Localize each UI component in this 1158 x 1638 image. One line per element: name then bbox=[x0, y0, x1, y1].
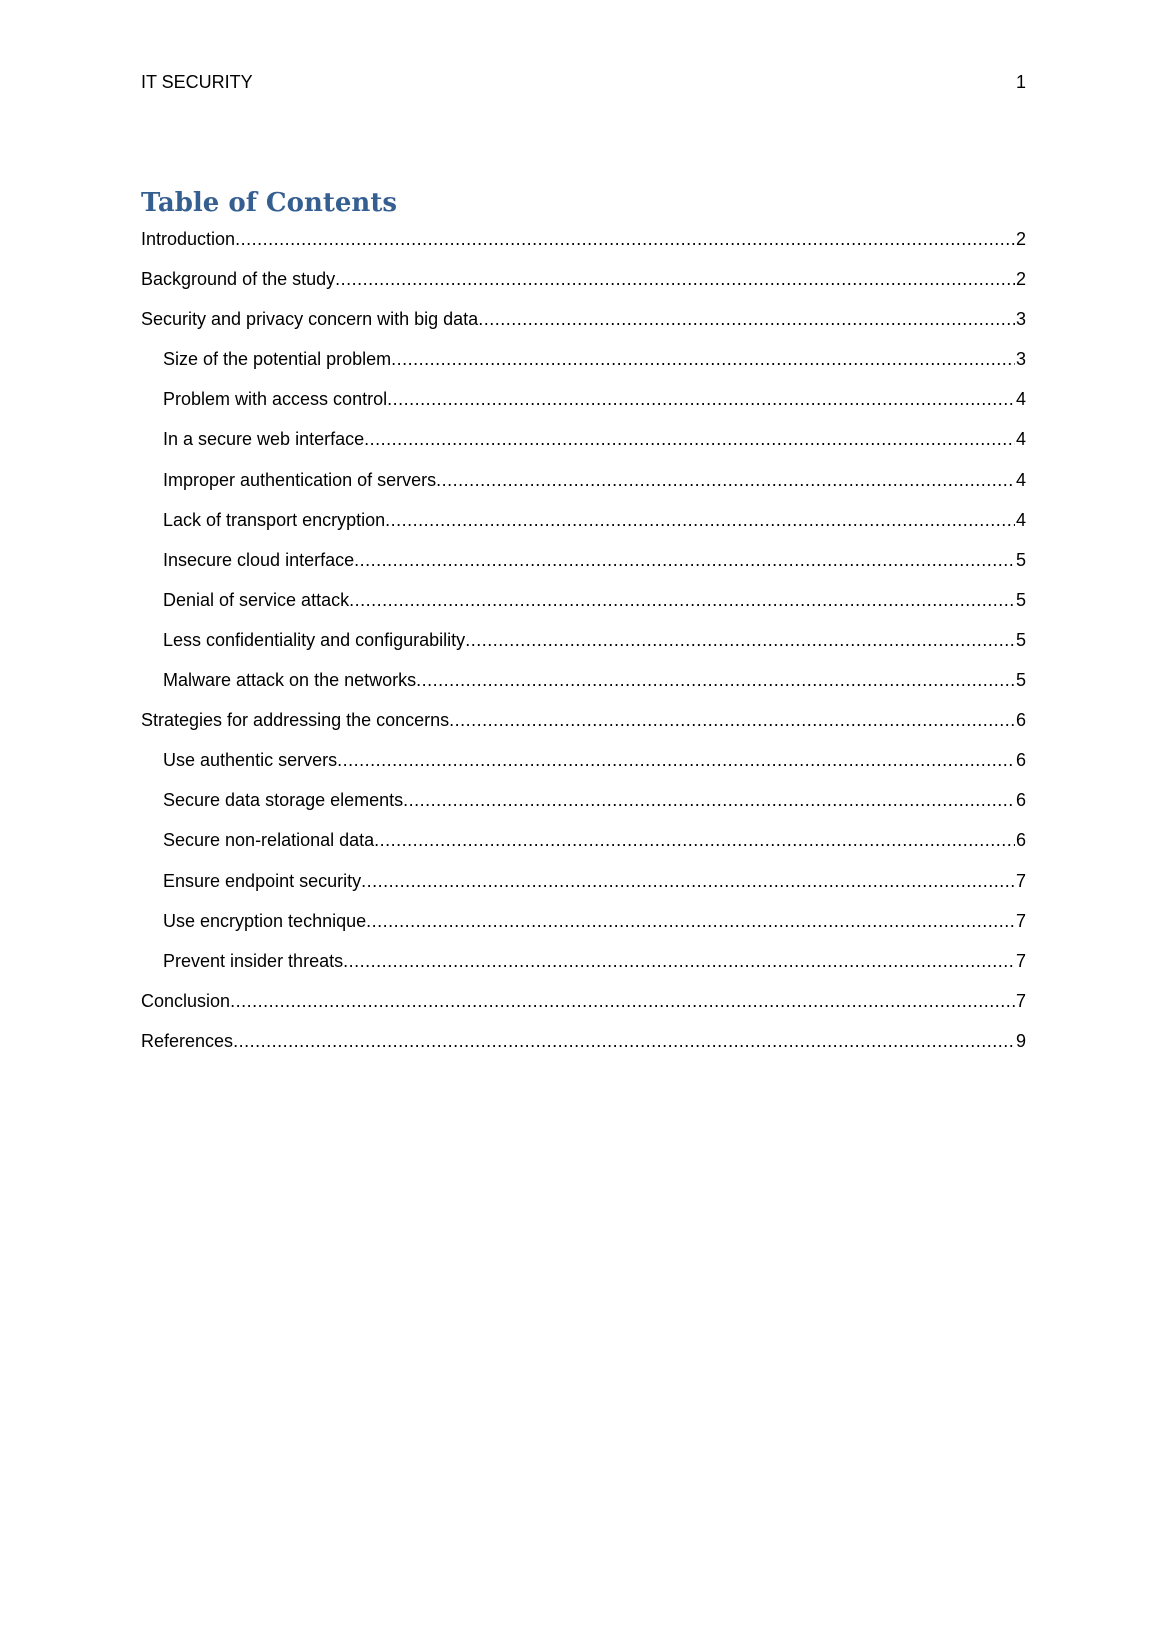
toc-entry-label: References bbox=[141, 1030, 234, 1051]
toc-heading: Table of Contents bbox=[141, 188, 397, 218]
toc-dot-leader bbox=[364, 426, 1015, 452]
toc-entry-page-number: 5 bbox=[1015, 589, 1026, 610]
toc-entry-page-number: 4 bbox=[1015, 389, 1026, 410]
toc-dot-leader bbox=[391, 346, 1015, 372]
toc-entry-page-number: 3 bbox=[1015, 309, 1026, 330]
toc-entry[interactable] bbox=[141, 587, 1026, 627]
toc-entry-page-number: 7 bbox=[1015, 990, 1026, 1011]
toc-entry-label: Insecure cloud interface bbox=[163, 549, 355, 570]
toc-dot-leader bbox=[233, 1028, 1015, 1054]
toc-entry-label: Security and privacy concern with big data bbox=[141, 309, 479, 330]
toc-entry[interactable] bbox=[141, 908, 1026, 948]
toc-entry-page-number: 3 bbox=[1015, 349, 1026, 370]
toc-entry-label: Lack of transport encryption bbox=[163, 509, 386, 530]
toc-dot-leader bbox=[403, 787, 1015, 813]
header-page-number: 1 bbox=[1015, 72, 1026, 92]
toc-entry[interactable] bbox=[141, 386, 1026, 426]
toc-dot-leader bbox=[361, 868, 1015, 894]
toc-entry-page-number: 4 bbox=[1015, 469, 1026, 490]
toc-entry-page-number: 5 bbox=[1015, 670, 1026, 691]
toc-dot-leader bbox=[349, 587, 1015, 613]
toc-entry[interactable] bbox=[141, 467, 1026, 507]
toc-entry-page-number: 6 bbox=[1015, 790, 1026, 811]
toc-entry-page-number: 4 bbox=[1015, 509, 1026, 530]
toc-entry-label: Use encryption technique bbox=[163, 910, 367, 931]
toc-dot-leader bbox=[436, 467, 1015, 493]
toc-entry-page-number: 9 bbox=[1015, 1030, 1026, 1051]
toc-entry[interactable] bbox=[141, 426, 1026, 466]
toc-dot-leader bbox=[385, 507, 1015, 533]
toc-dot-leader bbox=[337, 747, 1015, 773]
toc-entry[interactable] bbox=[141, 868, 1026, 908]
toc-entry-label: Ensure endpoint security bbox=[163, 870, 362, 891]
toc-entry-label: Introduction bbox=[141, 229, 236, 249]
toc-entry[interactable] bbox=[141, 306, 1026, 346]
toc-dot-leader bbox=[354, 547, 1015, 573]
toc-entry-page-number: 7 bbox=[1015, 910, 1026, 931]
toc-entry[interactable] bbox=[141, 1028, 1026, 1068]
toc-entry-label: Size of the potential problem bbox=[163, 349, 392, 370]
toc-entry-page-number: 7 bbox=[1015, 870, 1026, 891]
page-header bbox=[141, 70, 1026, 94]
toc-entry[interactable] bbox=[141, 507, 1026, 547]
toc-entry-label: Strategies for addressing the concerns bbox=[141, 710, 450, 731]
toc-dot-leader bbox=[374, 827, 1015, 853]
toc-entry-page-number: 5 bbox=[1015, 549, 1026, 570]
toc-entry[interactable] bbox=[141, 948, 1026, 988]
toc-entry-label: Use authentic servers bbox=[163, 750, 338, 771]
toc-entry[interactable] bbox=[141, 667, 1026, 707]
toc-entry[interactable] bbox=[141, 547, 1026, 587]
toc-entry-label: Secure non-relational data bbox=[163, 830, 375, 851]
toc-entry-page-number: 2 bbox=[1015, 269, 1026, 290]
toc-dot-leader bbox=[416, 667, 1015, 693]
toc-entry-page-number: 4 bbox=[1015, 429, 1026, 450]
toc-entry[interactable] bbox=[141, 988, 1026, 1028]
toc-entry-page-number: 7 bbox=[1015, 950, 1026, 971]
toc-entry[interactable] bbox=[141, 226, 1026, 266]
toc-dot-leader bbox=[387, 386, 1015, 412]
toc-dot-leader bbox=[343, 948, 1015, 974]
toc-entry-label: Background of the study bbox=[141, 269, 336, 290]
toc-entry-label: Less confidentiality and configurability bbox=[163, 629, 466, 650]
toc-entry-page-number: 6 bbox=[1015, 710, 1026, 731]
toc-entry[interactable] bbox=[141, 747, 1026, 787]
toc-entry[interactable] bbox=[141, 266, 1026, 306]
toc-dot-leader bbox=[478, 306, 1015, 332]
toc-dot-leader bbox=[335, 266, 1015, 292]
toc-list bbox=[141, 226, 1026, 1068]
toc-entry[interactable] bbox=[141, 627, 1026, 667]
toc-dot-leader bbox=[235, 226, 1015, 252]
toc-entry-label: Improper authentication of servers bbox=[163, 469, 437, 490]
toc-entry[interactable] bbox=[141, 787, 1026, 827]
toc-entry-label: Problem with access control bbox=[163, 389, 388, 410]
toc-entry[interactable] bbox=[141, 707, 1026, 747]
toc-entry-label: Prevent insider threats bbox=[163, 950, 344, 971]
toc-entry-label: In a secure web interface bbox=[163, 429, 365, 450]
toc-dot-leader bbox=[449, 707, 1015, 733]
toc-entry-page-number: 6 bbox=[1015, 830, 1026, 851]
toc-dot-leader bbox=[230, 988, 1015, 1014]
toc-entry-label: Secure data storage elements bbox=[163, 790, 404, 811]
toc-entry-label: Conclusion bbox=[141, 990, 231, 1011]
toc-entry[interactable] bbox=[141, 827, 1026, 867]
toc-entry-label: Malware attack on the networks bbox=[163, 670, 417, 691]
toc-entry-page-number: 6 bbox=[1015, 750, 1026, 771]
header-title: IT SECURITY bbox=[141, 72, 253, 92]
toc-entry-page-number: 2 bbox=[1015, 229, 1026, 249]
toc-entry-label: Denial of service attack bbox=[163, 589, 350, 610]
toc-entry[interactable] bbox=[141, 346, 1026, 386]
toc-dot-leader bbox=[465, 627, 1015, 653]
toc-entry-page-number: 5 bbox=[1015, 629, 1026, 650]
toc-dot-leader bbox=[366, 908, 1015, 934]
